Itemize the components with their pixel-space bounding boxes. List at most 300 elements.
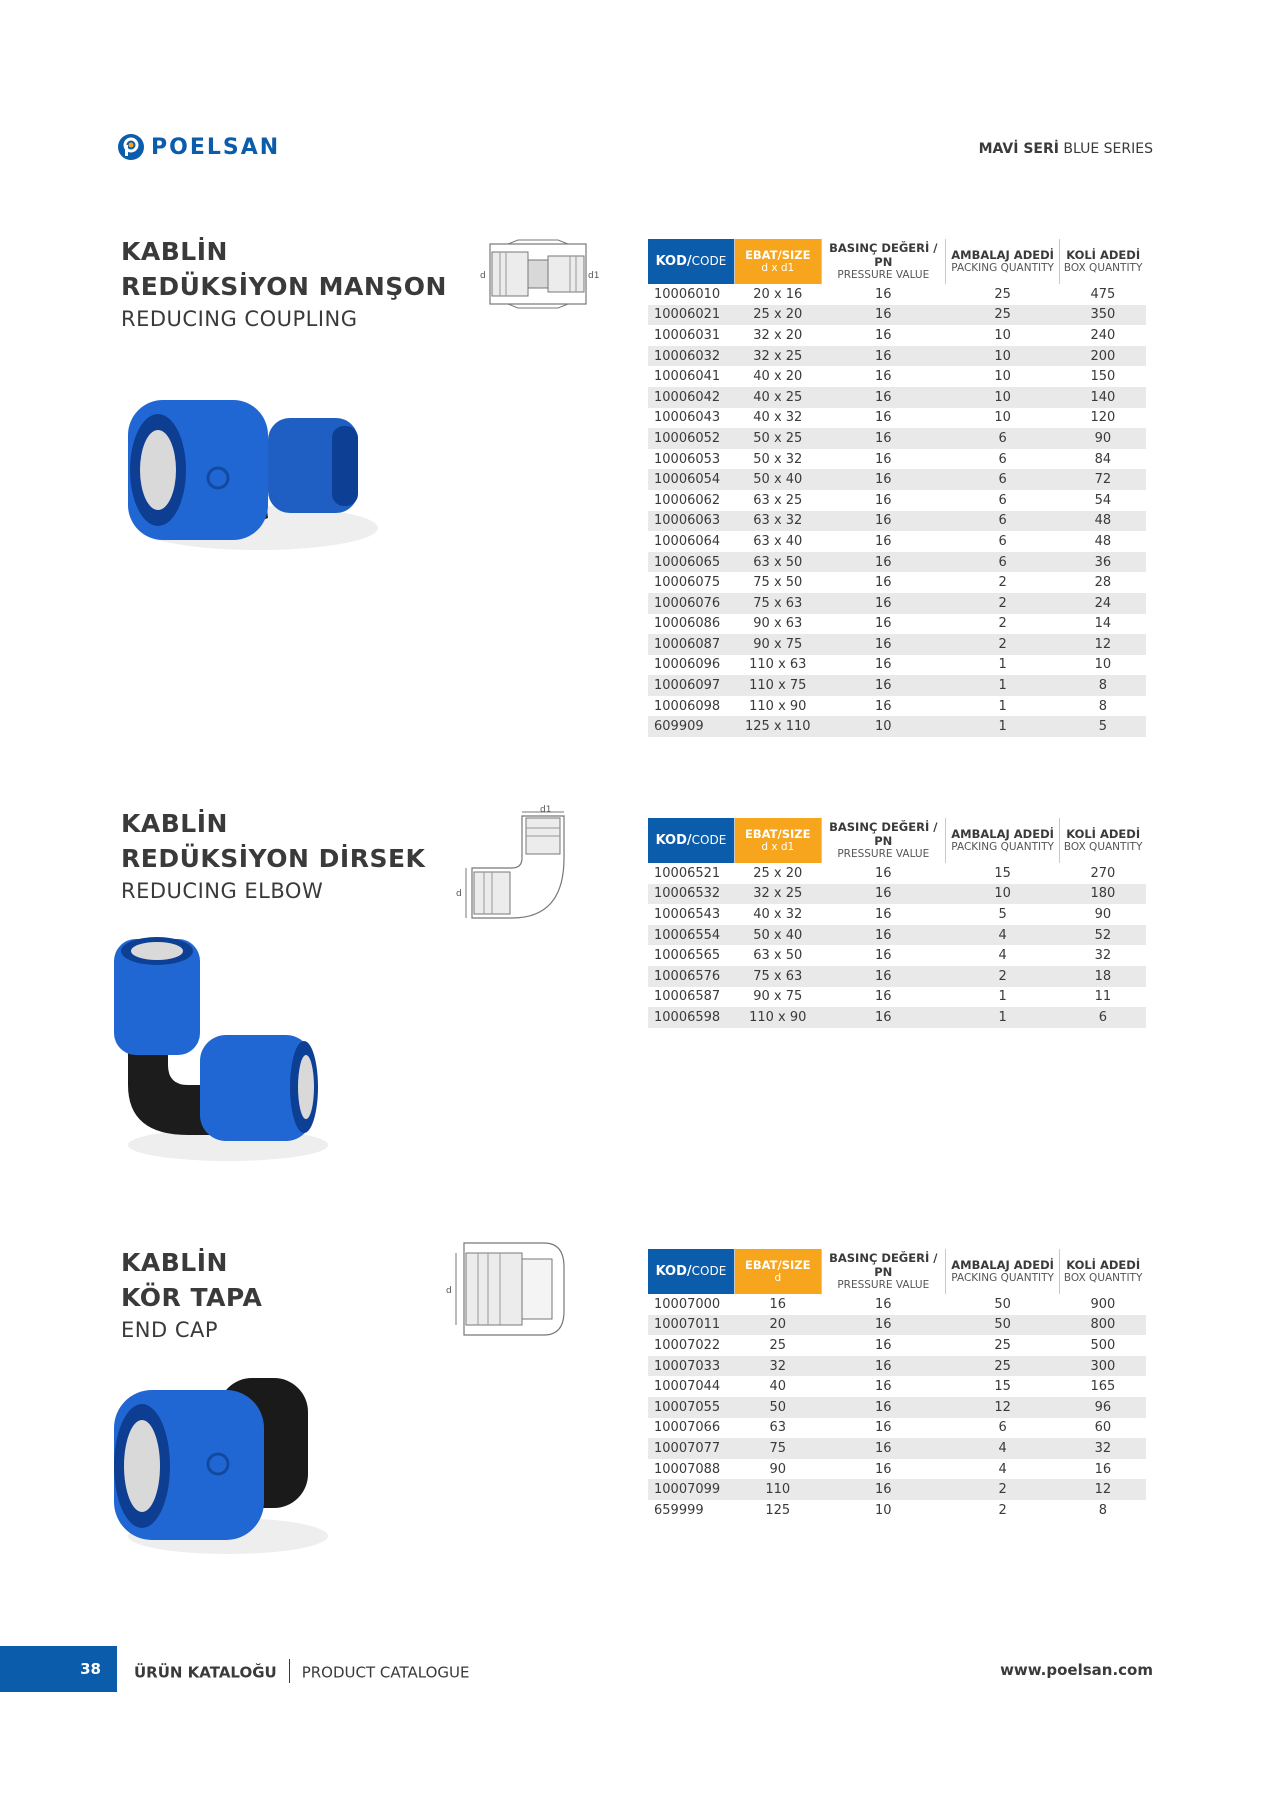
table-row — [648, 966, 1146, 987]
table-row — [648, 428, 1146, 449]
code-cell: 10007022 — [648, 1335, 734, 1356]
packing-cell: 2 — [945, 614, 1059, 635]
size-cell: 90 x 75 — [734, 987, 821, 1008]
box-cell: 165 — [1060, 1376, 1146, 1397]
table-row — [648, 449, 1146, 470]
code-cell: 10006054 — [648, 469, 734, 490]
pressure-cell: 16 — [821, 284, 945, 305]
product-title — [121, 1245, 262, 1345]
pressure-cell: 16 — [821, 511, 945, 532]
size-cell: 25 x 20 — [734, 305, 821, 326]
product-title — [121, 806, 425, 906]
pressure-cell: 16 — [821, 1335, 945, 1356]
header-box: KOLİ ADEDİ BOX QUANTITY — [1063, 1258, 1143, 1284]
table-row — [648, 1479, 1146, 1500]
pressure-cell: 16 — [821, 1459, 945, 1480]
size-cell: 75 x 50 — [734, 572, 821, 593]
page-footer — [0, 1646, 1270, 1692]
code-cell: 10006032 — [648, 346, 734, 367]
code-cell: 10006532 — [648, 884, 734, 905]
table-row — [648, 1007, 1146, 1028]
box-cell: 180 — [1060, 884, 1146, 905]
box-cell: 6 — [1060, 1007, 1146, 1028]
pressure-cell: 16 — [821, 884, 945, 905]
pressure-cell: 16 — [821, 945, 945, 966]
table-row — [648, 696, 1146, 717]
catalogue-label — [134, 1661, 469, 1685]
box-cell: 18 — [1060, 966, 1146, 987]
packing-cell: 4 — [945, 925, 1059, 946]
table-row — [648, 945, 1146, 966]
packing-cell: 10 — [945, 884, 1059, 905]
table-row — [648, 1335, 1146, 1356]
table-row — [648, 904, 1146, 925]
table-row — [648, 614, 1146, 635]
packing-cell: 6 — [945, 1418, 1059, 1439]
packing-cell: 12 — [945, 1397, 1059, 1418]
pressure-cell: 16 — [821, 1438, 945, 1459]
size-cell: 40 x 32 — [734, 904, 821, 925]
pressure-cell: 16 — [821, 449, 945, 470]
box-cell: 48 — [1060, 531, 1146, 552]
pressure-cell: 16 — [821, 490, 945, 511]
header-size: EBAT/SIZE d x d1 — [734, 239, 821, 284]
code-cell: 10006031 — [648, 325, 734, 346]
pressure-cell: 16 — [821, 1376, 945, 1397]
packing-cell: 6 — [945, 490, 1059, 511]
packing-cell: 4 — [945, 1438, 1059, 1459]
code-cell: 10006098 — [648, 696, 734, 717]
table-row — [648, 634, 1146, 655]
table-row — [648, 346, 1146, 367]
header-packing: AMBALAJ ADEDİ PACKING QUANTITY — [945, 1249, 1059, 1294]
pressure-cell: 10 — [821, 716, 945, 737]
code-cell: 10006076 — [648, 593, 734, 614]
pressure-cell: 10 — [821, 1500, 945, 1521]
packing-cell: 15 — [945, 863, 1059, 884]
table-row — [648, 1438, 1146, 1459]
packing-cell: 25 — [945, 1356, 1059, 1377]
pressure-cell: 16 — [821, 675, 945, 696]
packing-cell: 1 — [945, 696, 1059, 717]
code-cell: 10007000 — [648, 1294, 734, 1315]
box-cell: 475 — [1060, 284, 1146, 305]
table-row — [648, 408, 1146, 429]
table-row — [648, 1376, 1146, 1397]
code-cell: 10007066 — [648, 1418, 734, 1439]
page-number: 38 — [0, 1646, 117, 1692]
box-cell: 300 — [1060, 1356, 1146, 1377]
size-cell: 50 x 32 — [734, 449, 821, 470]
box-cell: 14 — [1060, 614, 1146, 635]
size-cell: 90 — [734, 1459, 821, 1480]
size-cell: 90 x 63 — [734, 614, 821, 635]
size-cell: 110 x 75 — [734, 675, 821, 696]
title-line1: KABLİN — [121, 809, 228, 838]
table-row — [648, 552, 1146, 573]
packing-cell: 10 — [945, 387, 1059, 408]
label-d1: d1 — [540, 805, 552, 815]
pressure-cell: 16 — [821, 1356, 945, 1377]
pressure-cell: 16 — [821, 572, 945, 593]
code-cell: 10006053 — [648, 449, 734, 470]
box-cell: 32 — [1060, 945, 1146, 966]
size-cell: 25 x 20 — [734, 863, 821, 884]
table-row — [648, 531, 1146, 552]
box-cell: 8 — [1060, 1500, 1146, 1521]
code-cell: 10006010 — [648, 284, 734, 305]
header-packing: AMBALAJ ADEDİ PACKING QUANTITY — [945, 239, 1059, 284]
series-label — [979, 141, 1153, 157]
size-cell: 40 x 20 — [734, 366, 821, 387]
table-row — [648, 675, 1146, 696]
size-cell: 40 x 25 — [734, 387, 821, 408]
box-cell: 140 — [1060, 387, 1146, 408]
size-cell: 40 — [734, 1376, 821, 1397]
size-cell: 32 x 25 — [734, 346, 821, 367]
label-d: d — [480, 271, 486, 281]
box-cell: 350 — [1060, 305, 1146, 326]
box-cell: 72 — [1060, 469, 1146, 490]
packing-cell: 25 — [945, 305, 1059, 326]
title-line1: KABLİN — [121, 1248, 228, 1277]
box-cell: 200 — [1060, 346, 1146, 367]
packing-cell: 1 — [945, 1007, 1059, 1028]
header-pressure: BASINÇ DEĞERİ / PN PRESSURE VALUE — [821, 1249, 945, 1294]
pressure-cell: 16 — [821, 1418, 945, 1439]
table-row — [648, 863, 1146, 884]
box-cell: 10 — [1060, 655, 1146, 676]
table-row — [648, 925, 1146, 946]
table-row — [648, 716, 1146, 737]
packing-cell: 10 — [945, 346, 1059, 367]
packing-cell: 4 — [945, 945, 1059, 966]
code-cell: 10006086 — [648, 614, 734, 635]
code-cell: 10006043 — [648, 408, 734, 429]
table-row — [648, 366, 1146, 387]
code-cell: 10006521 — [648, 863, 734, 884]
header-code: KOD/CODE — [648, 1249, 734, 1294]
size-cell: 110 x 90 — [734, 696, 821, 717]
packing-cell: 10 — [945, 408, 1059, 429]
packing-cell: 6 — [945, 511, 1059, 532]
packing-cell: 1 — [945, 655, 1059, 676]
packing-cell: 50 — [945, 1315, 1059, 1336]
technical-drawing — [478, 240, 598, 308]
table-row — [648, 511, 1146, 532]
box-cell: 52 — [1060, 925, 1146, 946]
size-cell: 50 x 40 — [734, 925, 821, 946]
size-cell: 90 x 75 — [734, 634, 821, 655]
product-photo — [118, 378, 378, 558]
table-row — [648, 1500, 1146, 1521]
packing-cell: 1 — [945, 716, 1059, 737]
pressure-cell: 16 — [821, 552, 945, 573]
pressure-cell: 16 — [821, 966, 945, 987]
title-en: END CAP — [121, 1318, 219, 1342]
code-cell: 10006087 — [648, 634, 734, 655]
box-cell: 900 — [1060, 1294, 1146, 1315]
size-cell: 50 x 25 — [734, 428, 821, 449]
pressure-cell: 16 — [821, 469, 945, 490]
title-line2: REDÜKSİYON DİRSEK — [121, 844, 426, 873]
box-cell: 270 — [1060, 863, 1146, 884]
code-cell: 10006587 — [648, 987, 734, 1008]
table-row — [648, 884, 1146, 905]
size-cell: 32 x 25 — [734, 884, 821, 905]
size-cell: 50 — [734, 1397, 821, 1418]
page-header — [117, 133, 1153, 173]
size-cell: 63 — [734, 1418, 821, 1439]
packing-cell: 25 — [945, 1335, 1059, 1356]
title-en: REDUCING ELBOW — [121, 879, 324, 903]
pressure-cell: 16 — [821, 1479, 945, 1500]
header-box: KOLİ ADEDİ BOX QUANTITY — [1063, 827, 1143, 853]
pressure-cell: 16 — [821, 1007, 945, 1028]
packing-cell: 6 — [945, 469, 1059, 490]
pressure-cell: 16 — [821, 1294, 945, 1315]
table-row — [648, 490, 1146, 511]
packing-cell: 25 — [945, 284, 1059, 305]
box-cell: 120 — [1060, 408, 1146, 429]
code-cell: 10006097 — [648, 675, 734, 696]
code-cell: 10006042 — [648, 387, 734, 408]
product-title — [121, 234, 447, 334]
code-cell: 10006543 — [648, 904, 734, 925]
pressure-cell: 16 — [821, 428, 945, 449]
size-cell: 110 x 90 — [734, 1007, 821, 1028]
packing-cell: 5 — [945, 904, 1059, 925]
code-cell: 10006052 — [648, 428, 734, 449]
size-cell: 125 — [734, 1500, 821, 1521]
code-cell: 659999 — [648, 1500, 734, 1521]
box-cell: 240 — [1060, 325, 1146, 346]
code-cell: 10006576 — [648, 966, 734, 987]
code-cell: 10007044 — [648, 1376, 734, 1397]
table-row — [648, 1418, 1146, 1439]
size-cell: 63 x 32 — [734, 511, 821, 532]
size-cell: 20 x 16 — [734, 284, 821, 305]
table-row — [648, 387, 1146, 408]
packing-cell: 1 — [945, 987, 1059, 1008]
pressure-cell: 16 — [821, 531, 945, 552]
label-d: d — [446, 1286, 452, 1296]
size-cell: 40 x 32 — [734, 408, 821, 429]
box-cell: 48 — [1060, 511, 1146, 532]
code-cell: 10006075 — [648, 572, 734, 593]
pressure-cell: 16 — [821, 387, 945, 408]
box-cell: 90 — [1060, 904, 1146, 925]
table-row — [648, 325, 1146, 346]
size-cell: 20 — [734, 1315, 821, 1336]
pressure-cell: 16 — [821, 366, 945, 387]
table-row — [648, 572, 1146, 593]
pressure-cell: 16 — [821, 346, 945, 367]
series-tr: MAVİ SERİ — [978, 141, 1059, 157]
code-cell: 10007055 — [648, 1397, 734, 1418]
poelsan-logo — [117, 133, 280, 161]
box-cell: 5 — [1060, 716, 1146, 737]
code-cell: 10006064 — [648, 531, 734, 552]
pressure-cell: 16 — [821, 987, 945, 1008]
table-row — [648, 987, 1146, 1008]
table-row — [648, 1315, 1146, 1336]
size-cell: 75 x 63 — [734, 593, 821, 614]
code-cell: 10007099 — [648, 1479, 734, 1500]
code-cell: 10006063 — [648, 511, 734, 532]
size-cell: 32 x 20 — [734, 325, 821, 346]
pressure-cell: 16 — [821, 1397, 945, 1418]
title-line2: KÖR TAPA — [121, 1283, 263, 1312]
box-cell: 32 — [1060, 1438, 1146, 1459]
series-en: BLUE SERIES — [1063, 141, 1153, 157]
table-row — [648, 1397, 1146, 1418]
box-cell: 28 — [1060, 572, 1146, 593]
box-cell: 12 — [1060, 1479, 1146, 1500]
packing-cell: 15 — [945, 1376, 1059, 1397]
box-cell: 800 — [1060, 1315, 1146, 1336]
pressure-cell: 16 — [821, 863, 945, 884]
pressure-cell: 16 — [821, 655, 945, 676]
code-cell: 10007088 — [648, 1459, 734, 1480]
code-cell: 609909 — [648, 716, 734, 737]
header-size: EBAT/SIZE d — [734, 1249, 821, 1294]
code-cell: 10006598 — [648, 1007, 734, 1028]
code-cell: 10006554 — [648, 925, 734, 946]
packing-cell: 50 — [945, 1294, 1059, 1315]
packing-cell: 2 — [945, 634, 1059, 655]
packing-cell: 10 — [945, 325, 1059, 346]
table-row — [648, 305, 1146, 326]
packing-cell: 2 — [945, 572, 1059, 593]
title-line1: KABLİN — [121, 237, 228, 266]
title-en: REDUCING COUPLING — [121, 307, 358, 331]
box-cell: 36 — [1060, 552, 1146, 573]
size-cell: 110 — [734, 1479, 821, 1500]
code-cell: 10006565 — [648, 945, 734, 966]
header-box: KOLİ ADEDİ BOX QUANTITY — [1063, 248, 1143, 274]
box-cell: 84 — [1060, 449, 1146, 470]
pressure-cell: 16 — [821, 1315, 945, 1336]
packing-cell: 6 — [945, 552, 1059, 573]
box-cell: 54 — [1060, 490, 1146, 511]
table-row — [648, 593, 1146, 614]
pressure-cell: 16 — [821, 904, 945, 925]
logo-mark-icon — [117, 133, 145, 161]
header-pressure: BASINÇ DEĞERİ / PN PRESSURE VALUE — [821, 818, 945, 863]
code-cell: 10007077 — [648, 1438, 734, 1459]
table-row — [648, 655, 1146, 676]
table-row — [648, 1459, 1146, 1480]
table-row — [648, 1294, 1146, 1315]
header-size: EBAT/SIZE d x d1 — [734, 818, 821, 863]
packing-cell: 4 — [945, 1459, 1059, 1480]
spec-table — [648, 818, 1146, 1028]
logo-text: POELSAN — [151, 134, 281, 160]
size-cell: 63 x 50 — [734, 945, 821, 966]
header-packing: AMBALAJ ADEDİ PACKING QUANTITY — [945, 818, 1059, 863]
packing-cell: 2 — [945, 1479, 1059, 1500]
technical-drawing — [452, 805, 582, 928]
size-cell: 63 x 40 — [734, 531, 821, 552]
table-row — [648, 1356, 1146, 1377]
box-cell: 96 — [1060, 1397, 1146, 1418]
box-cell: 8 — [1060, 675, 1146, 696]
size-cell: 16 — [734, 1294, 821, 1315]
box-cell: 150 — [1060, 366, 1146, 387]
size-cell: 50 x 40 — [734, 469, 821, 490]
packing-cell: 6 — [945, 449, 1059, 470]
packing-cell: 2 — [945, 593, 1059, 614]
catalogue-en: PRODUCT CATALOGUE — [301, 1663, 470, 1682]
box-cell: 16 — [1060, 1459, 1146, 1480]
packing-cell: 1 — [945, 675, 1059, 696]
code-cell: 10006041 — [648, 366, 734, 387]
pressure-cell: 16 — [821, 305, 945, 326]
footer-divider — [289, 1659, 290, 1683]
label-d1: d1 — [588, 271, 600, 281]
packing-cell: 10 — [945, 366, 1059, 387]
box-cell: 12 — [1060, 634, 1146, 655]
size-cell: 63 x 25 — [734, 490, 821, 511]
product-photo — [108, 1368, 328, 1558]
pressure-cell: 16 — [821, 614, 945, 635]
box-cell: 11 — [1060, 987, 1146, 1008]
size-cell: 32 — [734, 1356, 821, 1377]
code-cell: 10007011 — [648, 1315, 734, 1336]
product-photo — [108, 935, 328, 1165]
packing-cell: 2 — [945, 966, 1059, 987]
box-cell: 500 — [1060, 1335, 1146, 1356]
packing-cell: 6 — [945, 428, 1059, 449]
header-code: KOD/CODE — [648, 239, 734, 284]
pressure-cell: 16 — [821, 325, 945, 346]
website-link[interactable]: www.poelsan.com — [1000, 1661, 1153, 1679]
packing-cell: 2 — [945, 1500, 1059, 1521]
box-cell: 90 — [1060, 428, 1146, 449]
spec-table — [648, 1249, 1146, 1521]
box-cell: 60 — [1060, 1418, 1146, 1439]
size-cell: 125 x 110 — [734, 716, 821, 737]
code-cell: 10006065 — [648, 552, 734, 573]
code-cell: 10006021 — [648, 305, 734, 326]
packing-cell: 6 — [945, 531, 1059, 552]
catalogue-tr: ÜRÜN KATALOĞU — [134, 1663, 277, 1682]
box-cell: 8 — [1060, 696, 1146, 717]
title-line2: REDÜKSİYON MANŞON — [121, 272, 447, 301]
size-cell: 63 x 50 — [734, 552, 821, 573]
header-code: KOD/CODE — [648, 818, 734, 863]
pressure-cell: 16 — [821, 593, 945, 614]
pressure-cell: 16 — [821, 634, 945, 655]
technical-drawing — [444, 1237, 574, 1341]
pressure-cell: 16 — [821, 925, 945, 946]
size-cell: 75 x 63 — [734, 966, 821, 987]
size-cell: 75 — [734, 1438, 821, 1459]
table-row — [648, 284, 1146, 305]
box-cell: 24 — [1060, 593, 1146, 614]
code-cell: 10006062 — [648, 490, 734, 511]
code-cell: 10007033 — [648, 1356, 734, 1377]
table-row — [648, 469, 1146, 490]
pressure-cell: 16 — [821, 408, 945, 429]
code-cell: 10006096 — [648, 655, 734, 676]
size-cell: 110 x 63 — [734, 655, 821, 676]
pressure-cell: 16 — [821, 696, 945, 717]
label-d: d — [456, 889, 462, 899]
header-pressure: BASINÇ DEĞERİ / PN PRESSURE VALUE — [821, 239, 945, 284]
size-cell: 25 — [734, 1335, 821, 1356]
